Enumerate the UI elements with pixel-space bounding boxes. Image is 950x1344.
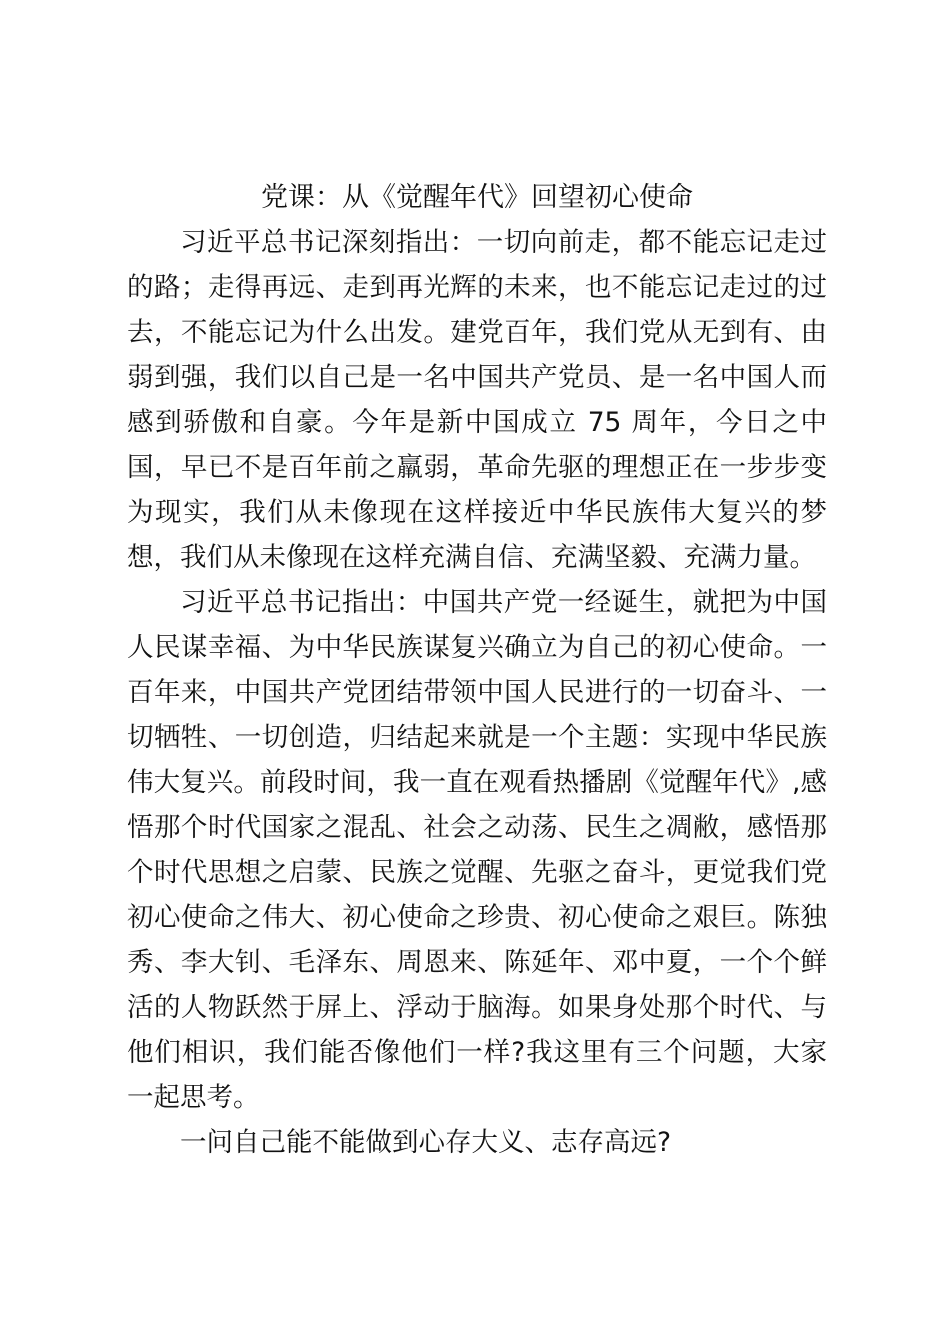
document-body (127, 220, 827, 1165)
document-title: 党课：从《觉醒年代》回望初心使命 (261, 182, 693, 213)
paragraph-3: 一问自己能不能做到心存大义、志存高远? (180, 1127, 672, 1158)
paragraph-2: 习近平总书记指出：中国共产党一经诞生，就把为中国人民谋幸福、为中华民族谋复兴确立为自己的初心使命。一百年来，中国共产党团结带领中国人民进行的一切奋斗、一切牺牲、一切创造，归结起来就是一个主题：实现中华民族伟大复兴。前段时间，我一直在观看热播剧《觉醒年代》,感悟那个时代国家之混乱、社会之动荡、民生之凋敝，感悟那个时代思想之启蒙、民族之觉醒、先驱之奋斗，更觉我们党初心使命之伟大、初心使命之珍贵、初心使命之艰巨。陈独秀、李大钊、毛泽东、周恩来、陈延年、邓中夏，一个个鲜活的人物跃然于屏上、浮动于脑海。如果身处那个时代、与他们相识，我们能否像他们一样?我这里有三个问题，大家一起思考。 (127, 587, 827, 1113)
paragraph-1: 习近平总书记深刻指出：一切向前走，都不能忘记走过的路；走得再远、走到再光辉的未来，也不能忘记走过的过去，不能忘记为什么出发。建党百年，我们党从无到有、由弱到强，我们以自己是一名中国共产党员、是一名中国人而感到骄傲和自豪。今年是新中国成立 75 周年，今日之中国，早已不是百年前之羸弱，革命先驱的理想正在一步步变为现实，我们从未像现在这样接近中华民族伟大复兴的梦想，我们从未像现在这样充满自信、充满坚毅、充满力量。 (127, 227, 827, 573)
